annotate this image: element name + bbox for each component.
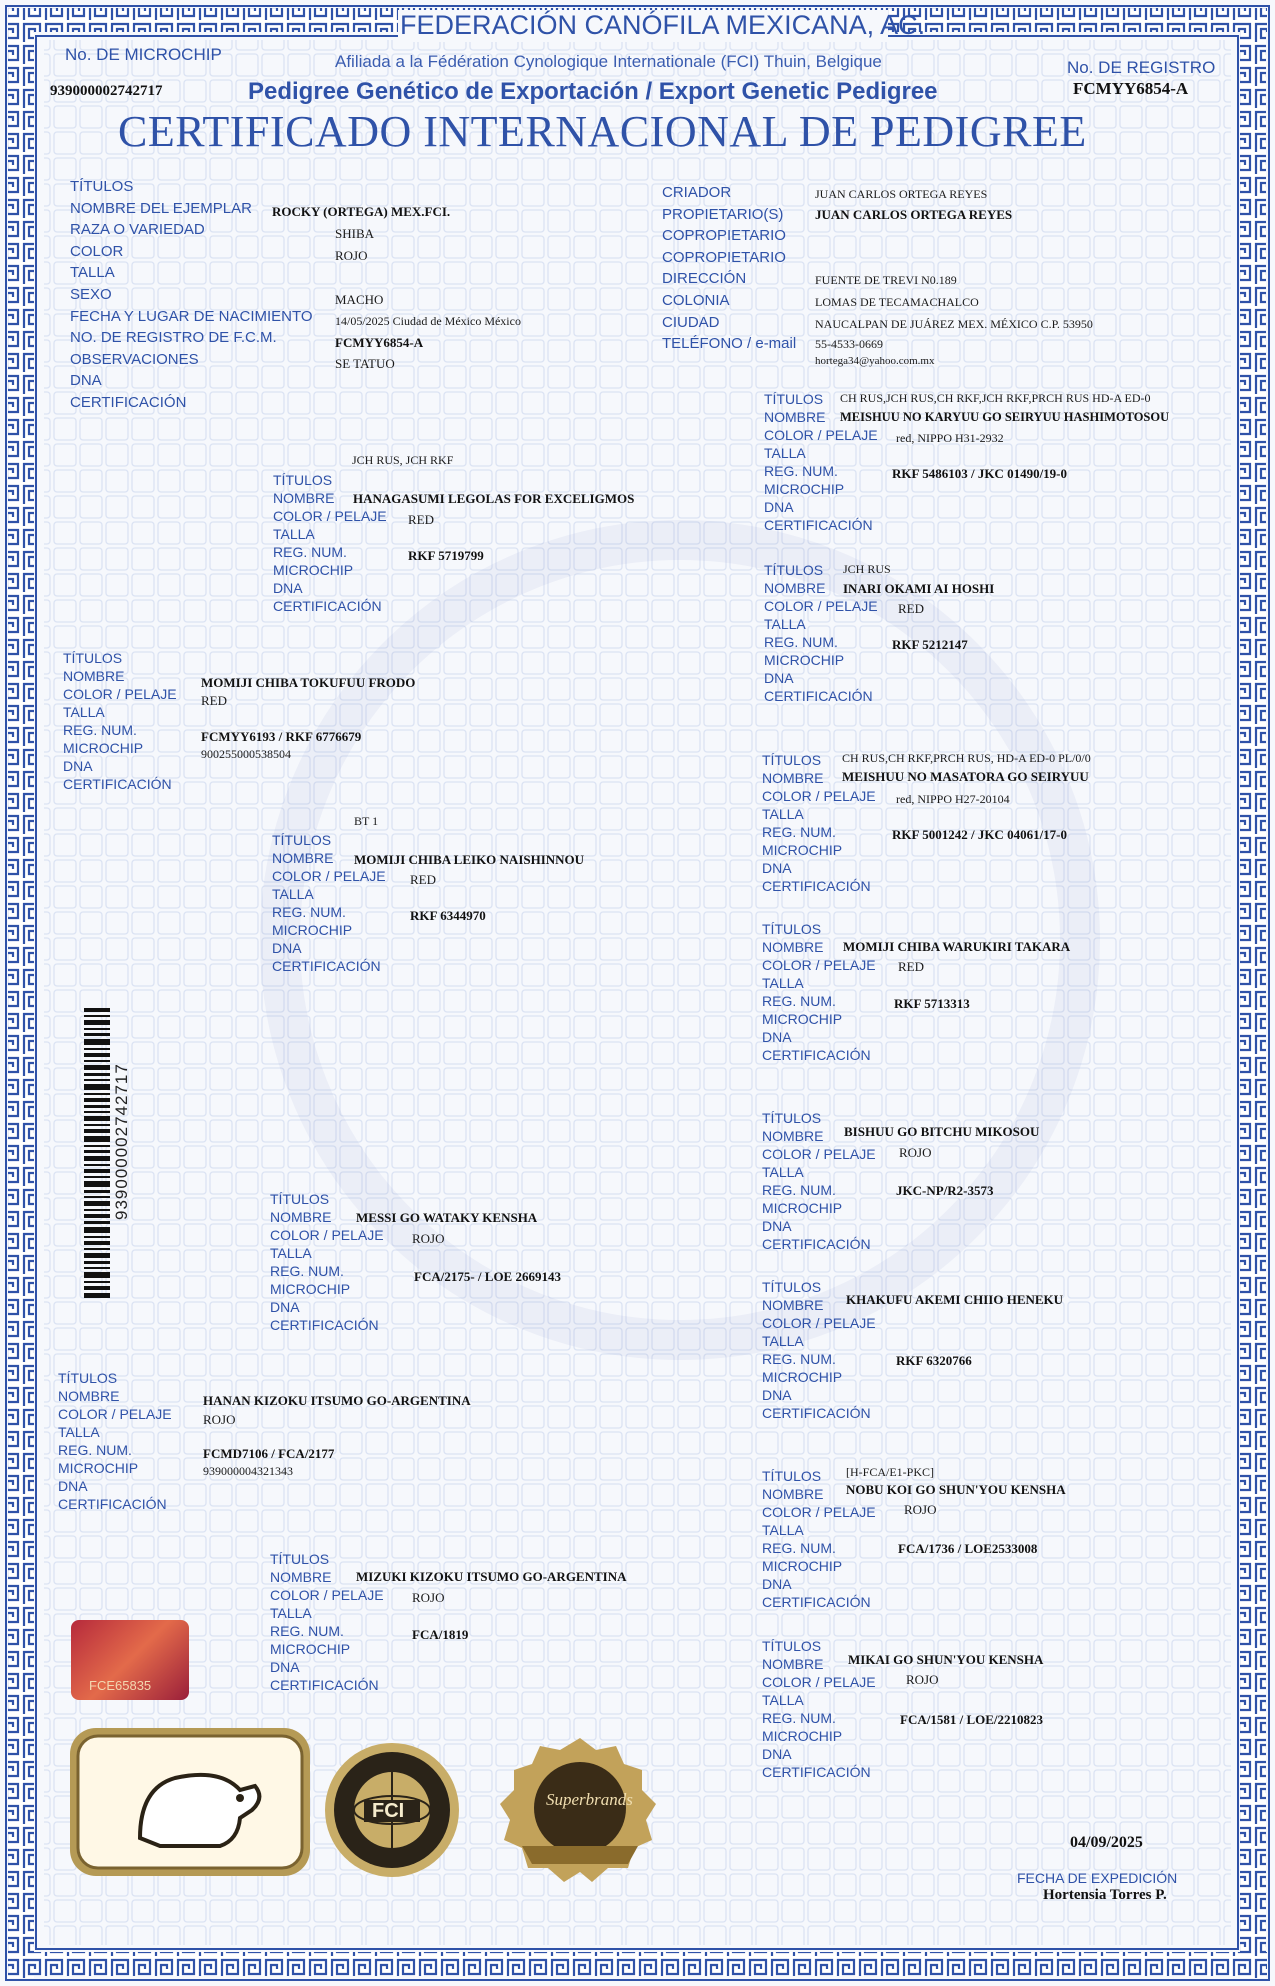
certificacion-label: CERTIFICACIÓN	[764, 688, 873, 704]
reg-label: REG. NUM.	[762, 993, 836, 1009]
criador-label: CRIADOR	[662, 184, 732, 201]
issue-date: 04/09/2025	[1070, 1834, 1143, 1851]
color-label: COLOR / PELAJE	[762, 1146, 876, 1162]
barcode-number: 939000002742717	[112, 1063, 131, 1220]
talla-label: TALLA	[762, 1333, 804, 1349]
microchip-label: MICROCHIP	[762, 1728, 843, 1744]
copropietario-label-2: COPROPIETARIO	[662, 249, 786, 266]
titulos-label: TÍTULOS	[273, 472, 333, 488]
microchip-number: 939000002742717	[50, 83, 163, 99]
color-label: COLOR / PELAJE	[764, 427, 878, 443]
talla-label: TALLA	[70, 264, 115, 281]
certificacion-label: CERTIFICACIÓN	[58, 1496, 167, 1512]
titulos-value: CH RUS,CH RKF,PRCH RUS, HD-A ED-0 PL/0/0	[842, 751, 1091, 765]
microchip-label: MICROCHIP	[63, 740, 144, 756]
dog-birth: 14/05/2025 Ciudad de México México	[335, 314, 521, 328]
reg-value: FCA/1581 / LOE/2210823	[900, 1712, 1044, 1727]
nombre-value: MIKAI GO SHUN'YOU KENSHA	[848, 1652, 1044, 1667]
titulos-label: TÍTULOS	[762, 1468, 822, 1484]
ciudad-value: NAUCALPAN DE JUÁREZ MEX. MÉXICO C.P. 53950	[815, 317, 1093, 331]
titulos-label: TÍTULOS	[270, 1191, 330, 1207]
fcm-logo	[70, 1728, 310, 1876]
propietario-label: PROPIETARIO(S)	[662, 206, 784, 223]
nombre-value: BISHUU GO BITCHU MIKOSOU	[844, 1124, 1040, 1139]
signer-name: Hortensia Torres P.	[1043, 1887, 1167, 1903]
certificacion-label: CERTIFICACIÓN	[70, 394, 187, 411]
dog-name: ROCKY (ORTEGA) MEX.FCI.	[272, 204, 451, 219]
titulos-value: JCH RUS	[843, 562, 891, 576]
color-value: RED	[408, 512, 434, 527]
talla-label: TALLA	[762, 1692, 804, 1708]
microchip-label: MICROCHIP	[273, 562, 354, 578]
color-label: COLOR / PELAJE	[762, 1315, 876, 1331]
microchip-label: No. DE MICROCHIP	[65, 45, 222, 64]
reg-label: REG. NUM.	[762, 1182, 836, 1198]
titulos-label: TÍTULOS	[762, 1110, 822, 1126]
barcode	[84, 1008, 110, 1298]
hologram-code: FCE65835	[89, 1678, 152, 1693]
talla-label: TALLA	[58, 1424, 100, 1440]
color-label: COLOR / PELAJE	[762, 788, 876, 804]
dna-label: DNA	[762, 1576, 792, 1592]
superbrands-text: Superbrands	[546, 1790, 633, 1809]
dog-breed: SHIBA	[335, 226, 375, 241]
ciudad-label: CIUDAD	[662, 314, 720, 331]
color-value: ROJO	[203, 1412, 236, 1427]
microchip-label: MICROCHIP	[764, 652, 845, 668]
titulos-label: TÍTULOS	[63, 650, 123, 666]
dna-label: DNA	[273, 580, 303, 596]
direccion-label: DIRECCIÓN	[662, 270, 747, 287]
nombre-value: MEISHUU NO MASATORA GO SEIRYUU	[842, 769, 1089, 784]
nombre-ejemplar-label: NOMBRE DEL EJEMPLAR	[70, 200, 252, 217]
microchip-value: 900255000538504	[201, 747, 291, 761]
certificacion-label: CERTIFICACIÓN	[762, 1405, 871, 1421]
reg-value: FCA/1819	[412, 1627, 469, 1642]
dog-observaciones: SE TATUO	[335, 356, 395, 371]
reg-value: RKF 5713313	[894, 996, 970, 1011]
talla-label: TALLA	[272, 886, 314, 902]
microchip-label: MICROCHIP	[762, 1200, 843, 1216]
nombre-label: NOMBRE	[762, 1656, 824, 1672]
nombre-value: MESSI GO WATAKY KENSHA	[356, 1210, 538, 1225]
microchip-label: MICROCHIP	[762, 842, 843, 858]
color-label: COLOR / PELAJE	[270, 1587, 384, 1603]
color-value: ROJO	[904, 1502, 937, 1517]
titulos-label: TÍTULOS	[70, 178, 134, 195]
nombre-label: NOMBRE	[270, 1569, 332, 1585]
nombre-label: NOMBRE	[58, 1388, 120, 1404]
nombre-label: NOMBRE	[63, 668, 125, 684]
nombre-label: NOMBRE	[762, 1486, 824, 1502]
color-value: ROJO	[906, 1672, 939, 1687]
certificacion-label: CERTIFICACIÓN	[762, 1594, 871, 1610]
nombre-value: MOMIJI CHIBA WARUKIRI TAKARA	[843, 939, 1071, 954]
color-value: red, NIPPO H27-20104	[896, 792, 1010, 806]
colonia-label: COLONIA	[662, 292, 730, 309]
color-value: RED	[410, 872, 436, 887]
certificacion-label: CERTIFICACIÓN	[764, 517, 873, 533]
titulos-label: TÍTULOS	[764, 391, 824, 407]
nombre-label: NOMBRE	[273, 490, 335, 506]
certificacion-label: CERTIFICACIÓN	[63, 776, 172, 792]
sexo-label: SEXO	[70, 286, 112, 303]
talla-label: TALLA	[63, 704, 105, 720]
nombre-value: MIZUKI KIZOKU ITSUMO GO-ARGENTINA	[356, 1569, 627, 1584]
propietario-value: JUAN CARLOS ORTEGA REYES	[815, 207, 1013, 222]
reg-value: RKF 6320766	[896, 1353, 972, 1368]
reg-value: RKF 5212147	[892, 637, 968, 652]
certificacion-label: CERTIFICACIÓN	[762, 1764, 871, 1780]
issue-date-label: FECHA DE EXPEDICIÓN	[1017, 1870, 1178, 1886]
talla-label: TALLA	[762, 1522, 804, 1538]
reg-label: REG. NUM.	[273, 544, 347, 560]
reg-value: RKF 6344970	[410, 908, 486, 923]
reg-label: REG. NUM.	[63, 722, 137, 738]
observaciones-label: OBSERVACIONES	[70, 351, 199, 368]
nombre-label: NOMBRE	[764, 409, 826, 425]
nombre-label: NOMBRE	[762, 1128, 824, 1144]
color-label: COLOR / PELAJE	[58, 1406, 172, 1422]
dna-label: DNA	[762, 1029, 792, 1045]
raza-label: RAZA O VARIEDAD	[70, 221, 205, 238]
microchip-label: MICROCHIP	[270, 1281, 351, 1297]
talla-label: TALLA	[762, 806, 804, 822]
registro-label: No. DE REGISTRO	[1067, 58, 1216, 77]
telefono-label: TELÉFONO / e-mail	[662, 335, 797, 352]
registro-number: FCMYY6854-A	[1073, 79, 1189, 98]
reg-label: REG. NUM.	[270, 1623, 344, 1639]
certificacion-label: CERTIFICACIÓN	[762, 878, 871, 894]
reg-label: REG. NUM.	[58, 1442, 132, 1458]
nombre-label: NOMBRE	[764, 580, 826, 596]
dna-label: DNA	[764, 670, 794, 686]
titulos-label: TÍTULOS	[762, 1279, 822, 1295]
talla-label: TALLA	[270, 1245, 312, 1261]
microchip-label: MICROCHIP	[762, 1011, 843, 1027]
hologram-sticker	[71, 1620, 189, 1700]
color-label: COLOR / PELAJE	[270, 1227, 384, 1243]
fci-seal-text: FCI	[372, 1800, 405, 1822]
reg-label: REG. NUM.	[270, 1263, 344, 1279]
affiliation-line: Afiliada a la Fédération Cynologique Internationale (FCI) Thuin, Belgique	[335, 52, 882, 71]
microchip-label: MICROCHIP	[764, 481, 845, 497]
talla-label: TALLA	[273, 526, 315, 542]
nombre-label: NOMBRE	[272, 850, 334, 866]
titulos-value: JCH RUS, JCH RKF	[352, 453, 454, 467]
dna-label: DNA	[762, 860, 792, 876]
reg-value: RKF 5719799	[408, 548, 484, 563]
dog-color: ROJO	[335, 248, 368, 263]
dna-label: DNA	[270, 1659, 300, 1675]
certificacion-label: CERTIFICACIÓN	[270, 1317, 379, 1333]
talla-label: TALLA	[762, 975, 804, 991]
dna-label: DNA	[762, 1218, 792, 1234]
direccion-value: FUENTE DE TREVI N0.189	[815, 273, 957, 287]
reg-label: REG. NUM.	[764, 634, 838, 650]
microchip-label: MICROCHIP	[272, 922, 353, 938]
reg-value: FCA/2175- / LOE 2669143	[414, 1269, 561, 1284]
nombre-value: KHAKUFU AKEMI CHIIO HENEKU	[846, 1292, 1064, 1307]
nombre-value: MOMIJI CHIBA LEIKO NAISHINNOU	[354, 852, 585, 867]
certificacion-label: CERTIFICACIÓN	[762, 1047, 871, 1063]
dna-label: DNA	[762, 1387, 792, 1403]
fecha-lugar-label: FECHA Y LUGAR DE NACIMIENTO	[70, 308, 313, 325]
nombre-value: NOBU KOI GO SHUN'YOU KENSHA	[846, 1482, 1066, 1497]
reg-value: JKC-NP/R2-3573	[896, 1183, 994, 1198]
microchip-label: MICROCHIP	[762, 1369, 843, 1385]
color-value: ROJO	[412, 1231, 445, 1246]
reg-label: REG. NUM.	[762, 1710, 836, 1726]
color-label: COLOR / PELAJE	[63, 686, 177, 702]
telefono-value: 55-4533-0669	[815, 337, 883, 351]
dna-label: DNA	[63, 758, 93, 774]
nombre-value: MOMIJI CHIBA TOKUFUU FRODO	[201, 675, 416, 690]
microchip-label: MICROCHIP	[762, 1558, 843, 1574]
dna-label: DNA	[70, 372, 102, 389]
certificacion-label: CERTIFICACIÓN	[270, 1677, 379, 1693]
talla-label: TALLA	[764, 445, 806, 461]
color-value: ROJO	[899, 1145, 932, 1160]
reg-label: REG. NUM.	[762, 1540, 836, 1556]
nombre-value: HANAN KIZOKU ITSUMO GO-ARGENTINA	[203, 1393, 471, 1408]
color-label: COLOR / PELAJE	[273, 508, 387, 524]
dog-registro: FCMYY6854-A	[335, 335, 424, 350]
color-label: COLOR / PELAJE	[762, 1674, 876, 1690]
color-value: RED	[201, 693, 227, 708]
reg-label: REG. NUM.	[272, 904, 346, 920]
nombre-label: NOMBRE	[762, 1297, 824, 1313]
pedigree-line: Pedigree Genético de Exportación / Export Genetic Pedigree	[248, 78, 938, 105]
talla-label: TALLA	[762, 1164, 804, 1180]
color-value: RED	[898, 601, 924, 616]
reg-label: REG. NUM.	[762, 824, 836, 840]
microchip-value: 939000004321343	[203, 1464, 293, 1478]
email-value: hortega34@yahoo.com.mx	[815, 355, 935, 367]
certificacion-label: CERTIFICACIÓN	[273, 598, 382, 614]
dna-label: DNA	[762, 1746, 792, 1762]
titulos-label: TÍTULOS	[58, 1370, 118, 1386]
nombre-label: NOMBRE	[762, 770, 824, 786]
nombre-value: INARI OKAMI AI HOSHI	[843, 581, 995, 596]
certificacion-label: CERTIFICACIÓN	[762, 1236, 871, 1252]
dna-label: DNA	[272, 940, 302, 956]
titulos-value: CH RUS,JCH RUS,CH RKF,JCH RKF,PRCH RUS HD-A ED-0	[840, 391, 1151, 405]
copropietario-label-1: COPROPIETARIO	[662, 227, 786, 244]
titulos-value: [H-FCA/E1-PKC]	[846, 1465, 935, 1479]
dna-label: DNA	[58, 1478, 88, 1494]
titulos-label: TÍTULOS	[272, 832, 332, 848]
federation-name: FEDERACIÓN CANÓFILA MEXICANA, AC.	[400, 10, 926, 40]
reg-label: REG. NUM.	[764, 463, 838, 479]
titulos-label: TÍTULOS	[764, 562, 824, 578]
nombre-label: NOMBRE	[270, 1209, 332, 1225]
color-value: ROJO	[412, 1590, 445, 1605]
nombre-value: HANAGASUMI LEGOLAS FOR EXCELIGMOS	[353, 491, 635, 506]
color-label: COLOR	[70, 243, 124, 260]
microchip-label: MICROCHIP	[270, 1641, 351, 1657]
talla-label: TALLA	[270, 1605, 312, 1621]
reg-value: FCMYY6193 / RKF 6776679	[201, 729, 362, 744]
criador-value: JUAN CARLOS ORTEGA REYES	[815, 187, 988, 201]
reg-value: FCMD7106 / FCA/2177	[203, 1446, 335, 1461]
titulos-label: TÍTULOS	[762, 921, 822, 937]
colonia-value: LOMAS DE TECAMACHALCO	[815, 295, 979, 309]
color-value: RED	[898, 959, 924, 974]
dna-label: DNA	[270, 1299, 300, 1315]
color-label: COLOR / PELAJE	[762, 1504, 876, 1520]
titulos-label: TÍTULOS	[762, 1638, 822, 1654]
reg-value: FCA/1736 / LOE2533008	[898, 1541, 1038, 1556]
titulos-label: TÍTULOS	[270, 1551, 330, 1567]
reg-value: RKF 5486103 / JKC 01490/19-0	[892, 466, 1068, 481]
color-value: red, NIPPO H31-2932	[896, 431, 1004, 445]
microchip-label: MICROCHIP	[58, 1460, 139, 1476]
registro-fcm-label: NO. DE REGISTRO DE F.C.M.	[70, 329, 277, 346]
nombre-value: MEISHUU NO KARYUU GO SEIRYUU HASHIMOTOSOU	[840, 410, 1170, 424]
dna-label: DNA	[764, 499, 794, 515]
certificate-title: CERTIFICADO INTERNACIONAL DE PEDIGREE	[118, 107, 1087, 156]
dog-sex: MACHO	[335, 292, 384, 307]
titulos-value: BT 1	[354, 814, 379, 828]
titulos-label: TÍTULOS	[762, 752, 822, 768]
superbrands-seal	[492, 1736, 668, 1886]
reg-label: REG. NUM.	[762, 1351, 836, 1367]
certificacion-label: CERTIFICACIÓN	[272, 958, 381, 974]
talla-label: TALLA	[764, 616, 806, 632]
nombre-label: NOMBRE	[762, 939, 824, 955]
color-label: COLOR / PELAJE	[762, 957, 876, 973]
color-label: COLOR / PELAJE	[764, 598, 878, 614]
color-label: COLOR / PELAJE	[272, 868, 386, 884]
reg-value: RKF 5001242 / JKC 04061/17-0	[892, 827, 1068, 842]
